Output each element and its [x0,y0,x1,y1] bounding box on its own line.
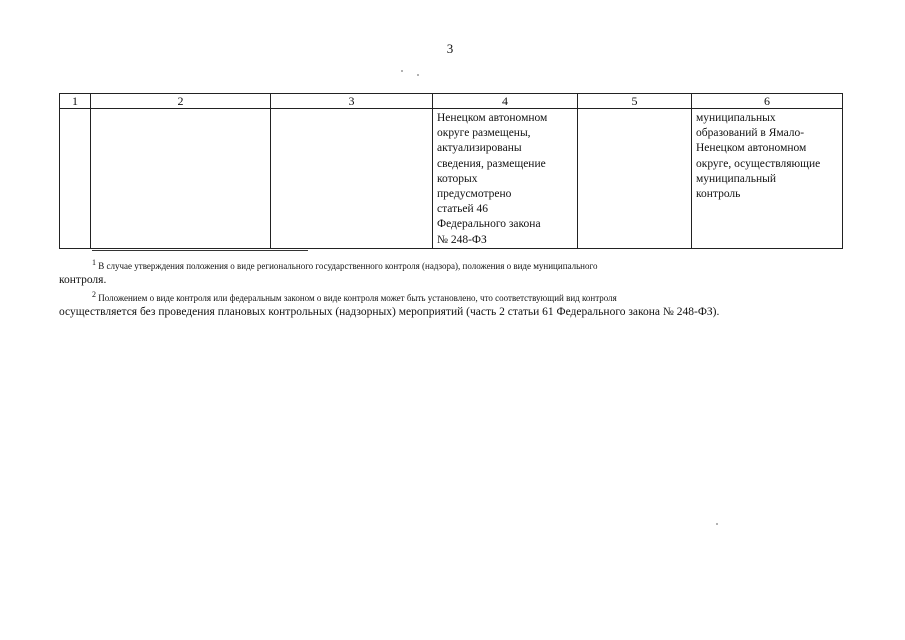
table-header-row [60,94,843,109]
cell-line: предусмотрено [437,188,512,201]
footnote-text: контроля. [59,274,107,286]
footnote-line [59,291,842,305]
footnote-text: осуществляется без проведения плановых контрольных (надзорных) мероприятий (часть 2 статьи 61 Федерального закона № 248-ФЗ). [59,306,720,318]
table-cell-col2 [91,109,271,249]
cell-line: муниципальных [696,112,776,124]
table-cell-col4 [433,109,578,249]
cell-line: актуализированы [437,142,522,155]
cell-line: округе, осуществляющие [696,157,821,170]
scan-speck [417,74,419,76]
cell-line: Ненецком автономном [437,112,548,124]
cell-line: Федерального закона [437,218,541,231]
footnote-line [59,305,842,319]
footnote-1 [59,259,842,287]
footnote-separator [92,250,308,251]
column-header: 4 [433,94,578,109]
cell-line: сведения, размещение [437,157,546,170]
table-cell-col6 [692,109,843,249]
cell-line: образований в Ямало- [696,127,805,140]
scan-speck [401,70,403,72]
cell-line: округе размещены, [437,127,531,140]
footnote-text: В случае утверждения положения о виде регионального государственного контроля (надзора), положения о виде муниципального [98,261,598,271]
footnote-marker: 2 [92,290,96,299]
data-table [59,93,843,249]
page-number: 3 [446,41,454,56]
cell-text [433,109,577,248]
cell-text [692,109,842,202]
column-header: 3 [271,94,433,109]
cell-line: контроль [696,188,741,201]
table-cell-col3 [271,109,433,249]
cell-line: Ненецком автономном [696,142,807,155]
column-header: 2 [91,94,271,109]
column-header: 6 [692,94,843,109]
table-cell-col5 [578,109,692,249]
footnote-line [59,273,842,287]
footnote-line [59,259,842,273]
table-row [60,109,843,249]
cell-line: муниципальный [696,172,777,185]
column-header: 5 [578,94,692,109]
cell-line: № 248-ФЗ [437,233,487,246]
footnote-marker: 1 [92,258,96,267]
cell-line: которых [437,172,478,185]
scan-speck [716,523,718,525]
cell-line: статьей 46 [437,203,488,216]
footnote-2 [59,291,842,319]
footnote-text: Положением о виде контроля или федеральным законом о виде контроля может быть установлено, что соответствующий вид контроля [98,293,617,303]
column-header: 1 [60,94,91,109]
table-cell-col1 [60,109,91,249]
